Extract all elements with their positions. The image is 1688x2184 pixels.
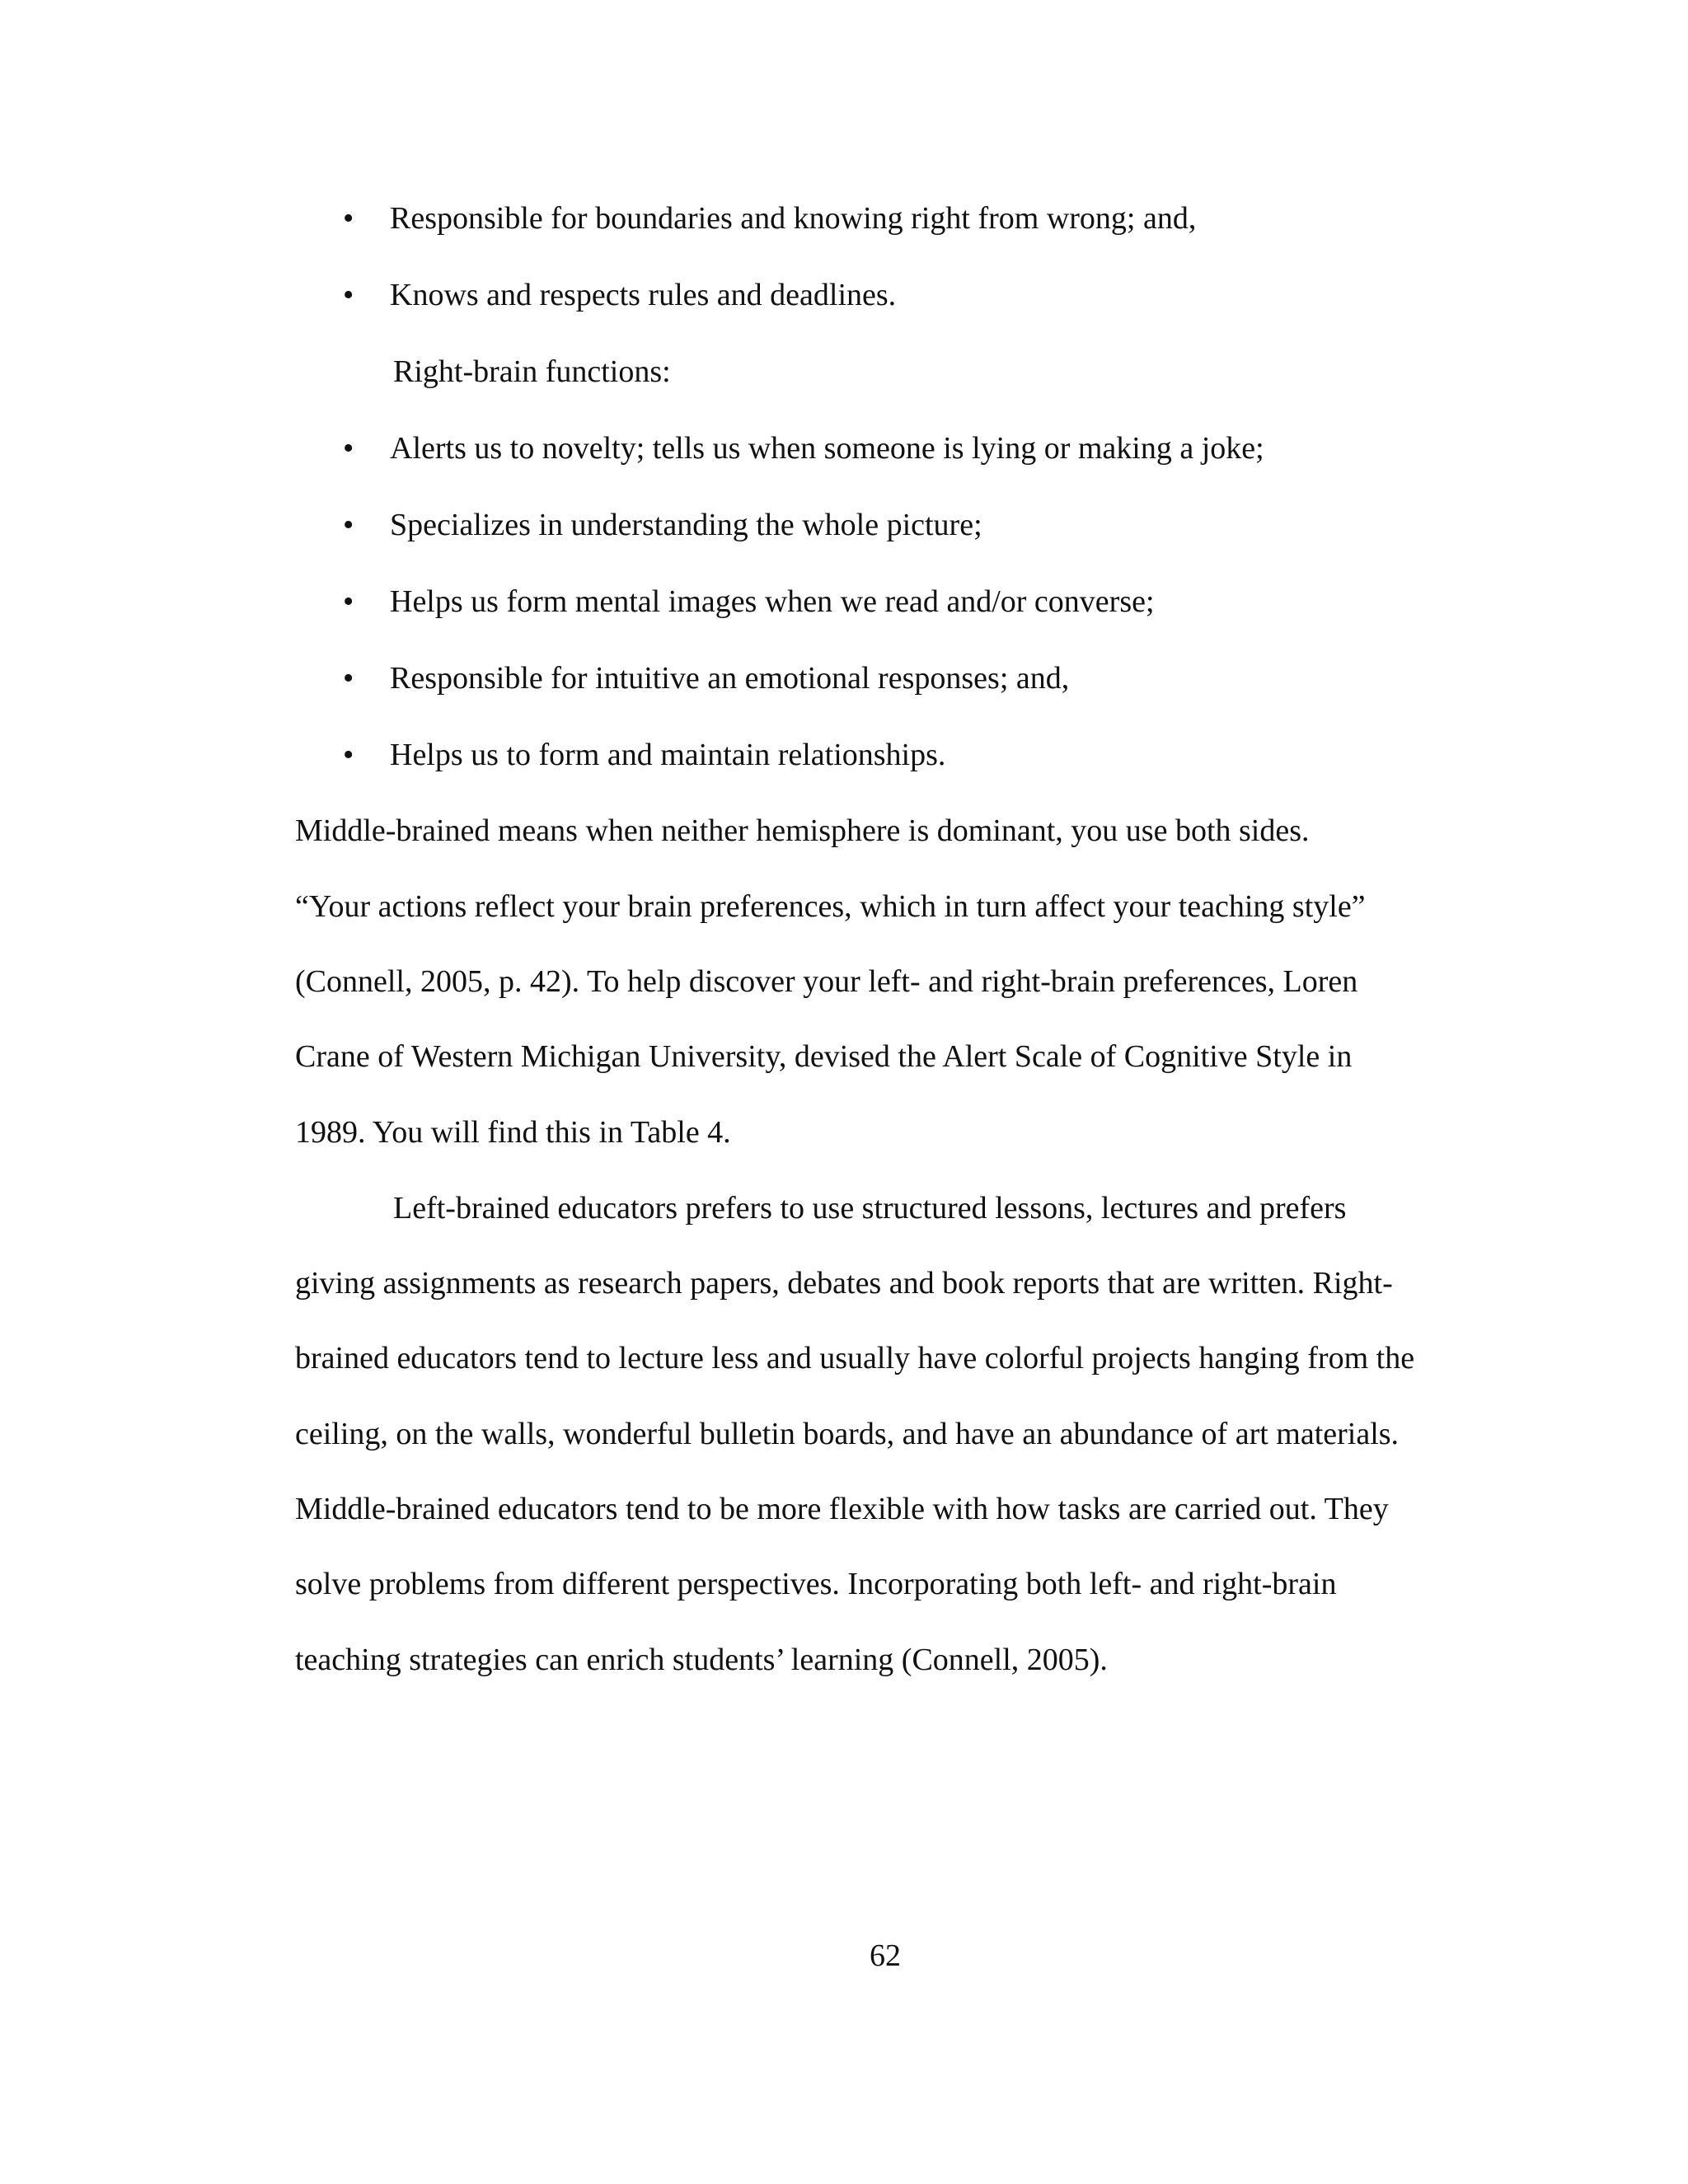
- bullet-text: Knows and respects rules and deadlines.: [390, 278, 897, 312]
- right-brain-heading: Right-brain functions:: [393, 354, 671, 389]
- bullet-text: Alerts us to novelty; tells us when someone is lying or making a joke;: [390, 431, 1264, 466]
- bullet-item: [343, 199, 1197, 237]
- page-number: 62: [870, 1938, 901, 1973]
- bullet-icon: •: [343, 584, 354, 619]
- bullet-text: Helps us to form and maintain relationships.: [390, 738, 946, 772]
- body-line: Crane of Western Michigan University, devised the Alert Scale of Cognitive Style in: [295, 1039, 1353, 1074]
- body-line: ceiling, on the walls, wonderful bulletin boards, and have an abundance of art materials.: [295, 1417, 1400, 1451]
- body-line: teaching strategies can enrich students’ learning (Connell, 2005).: [295, 1643, 1108, 1677]
- body-line: “Your actions reflect your brain preferences, which in turn affect your teaching style”: [295, 889, 1366, 924]
- bullet-item: [343, 583, 1155, 621]
- bullet-icon: •: [343, 201, 354, 236]
- bullet-item: [343, 429, 1264, 467]
- bullet-item: [343, 659, 1070, 697]
- bullet-icon: •: [343, 738, 354, 772]
- body-line: giving assignments as research papers, debates and book reports that are written. Right-: [295, 1266, 1393, 1301]
- bullet-text: Helps us form mental images when we read and/or converse;: [390, 584, 1155, 619]
- body-line: 1989. You will find this in Table 4.: [295, 1115, 731, 1150]
- bullet-icon: •: [343, 661, 354, 696]
- bullet-icon: •: [343, 508, 354, 542]
- bullet-icon: •: [343, 431, 354, 466]
- bullet-text: Responsible for intuitive an emotional responses; and,: [390, 661, 1070, 696]
- bullet-item: [343, 736, 946, 774]
- bullet-text: Responsible for boundaries and knowing right from wrong; and,: [390, 201, 1197, 236]
- body-line: Middle-brained means when neither hemisphere is dominant, you use both sides.: [295, 813, 1310, 848]
- bullet-icon: •: [343, 278, 354, 312]
- body-line: brained educators tend to lecture less and usually have colorful projects hanging from the: [295, 1341, 1415, 1376]
- body-line: Left-brained educators prefers to use structured lessons, lectures and prefers: [393, 1191, 1347, 1226]
- bullet-text: Specializes in understanding the whole picture;: [390, 508, 982, 542]
- bullet-item: [343, 506, 982, 544]
- bullet-item: [343, 276, 897, 314]
- body-line: (Connell, 2005, p. 42). To help discover your left- and right-brain preferences, Loren: [295, 964, 1358, 999]
- body-line: solve problems from different perspectives. Incorporating both left- and right-brain: [295, 1567, 1337, 1601]
- body-line: Middle-brained educators tend to be more flexible with how tasks are carried out. They: [295, 1492, 1389, 1526]
